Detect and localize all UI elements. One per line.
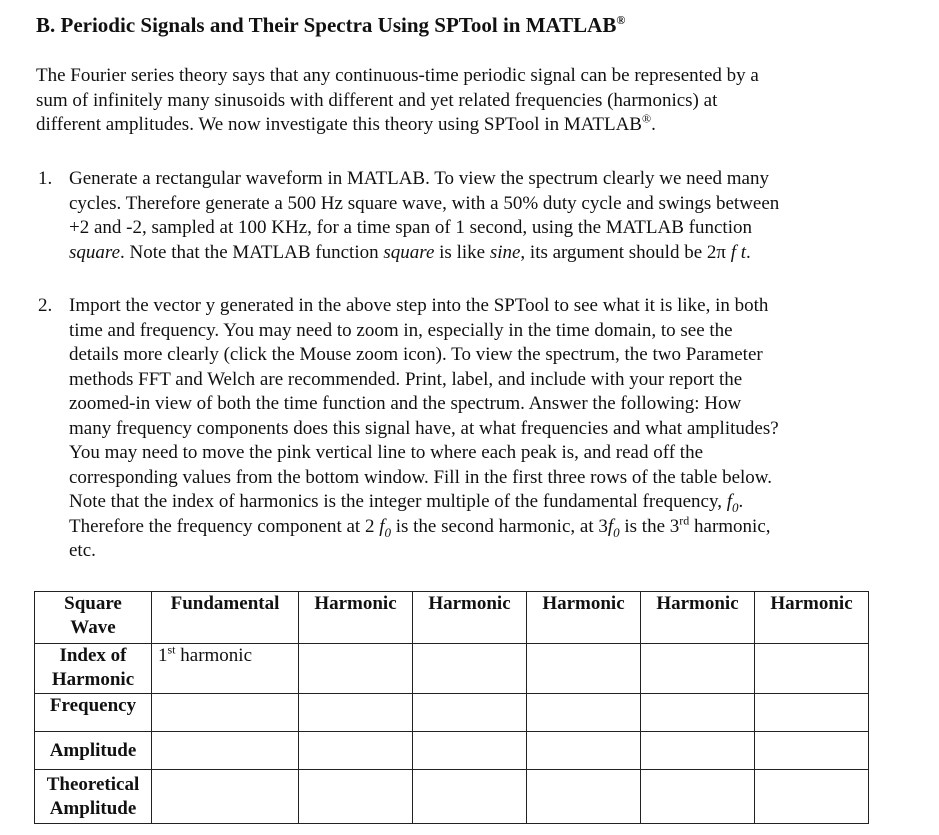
column-header-harmonic: Harmonic	[299, 592, 413, 644]
item-1-line: cycles. Therefore generate a 500 Hz square wave, with a 50% duty cycle and swings between	[69, 192, 780, 214]
table-cell[interactable]	[299, 644, 413, 694]
table-corner-cell: Square Wave	[35, 592, 152, 644]
column-header-harmonic: Harmonic	[755, 592, 869, 644]
row-label-frequency: Frequency	[35, 694, 152, 732]
table-cell[interactable]	[299, 694, 413, 732]
table-cell[interactable]	[527, 770, 641, 824]
table-header-row	[35, 592, 869, 644]
table-row	[35, 694, 869, 732]
item-2-line: Note that the index of harmonics is the integer multiple of the fundamental frequency, $f_0$.	[69, 491, 744, 515]
item-2-line: You may need to move the pink vertical line to where each peak is, and read off the	[69, 442, 704, 463]
item-1-text	[69, 167, 779, 265]
item-2-line: Therefore the frequency component at 2 $f_0$ is the second harmonic, at $3f_0$ is the 3rd harmonic,	[69, 513, 771, 540]
harmonics-table	[34, 591, 869, 824]
table-cell[interactable]	[299, 732, 413, 770]
row-label-index-of-harmonic: Index of Harmonic	[35, 644, 152, 694]
item-2-line: Import the vector y generated in the above step into the SPTool to see what it is like, in both	[69, 295, 769, 316]
table-cell[interactable]	[527, 644, 641, 694]
item-2-number: 2.	[38, 295, 53, 316]
row-label-theoretical-amplitude: Theoretical Amplitude	[35, 770, 152, 824]
table-cell[interactable]	[755, 732, 869, 770]
item-1-line: square. Note that the MATLAB function square is like sine, its argument should be 2π f t.	[69, 241, 751, 263]
table-cell[interactable]	[413, 644, 527, 694]
table-row	[35, 644, 869, 694]
table-cell[interactable]: 1st harmonic	[152, 644, 299, 694]
item-1-line: Generate a rectangular waveform in MATLAB. To view the spectrum clearly we need many	[69, 168, 769, 189]
table-cell[interactable]	[755, 694, 869, 732]
table-cell[interactable]	[641, 732, 755, 770]
column-header-harmonic: Harmonic	[413, 592, 527, 644]
table-cell[interactable]	[527, 694, 641, 732]
table-cell[interactable]	[527, 732, 641, 770]
item-2-text	[69, 294, 779, 564]
table-row	[35, 770, 869, 824]
item-2-line: zoomed-in view of both the time function and the spectrum. Answer the following: How	[69, 393, 742, 414]
intro-line: sum of infinitely many sinusoids with different and yet related frequencies (harmonics) at	[36, 89, 718, 111]
table-cell[interactable]	[413, 732, 527, 770]
intro-line: The Fourier series theory says that any continuous-time periodic signal can be represented by a	[36, 65, 759, 86]
table-cell[interactable]	[755, 770, 869, 824]
table-cell[interactable]	[641, 770, 755, 824]
item-1-line: +2 and -2, sampled at 100 KHz, for a time span of 1 second, using the MATLAB function	[69, 217, 752, 238]
column-header-harmonic: Harmonic	[527, 592, 641, 644]
item-2-line: details more clearly (click the Mouse zoom icon). To view the spectrum, the two Parameter	[69, 344, 763, 365]
item-2-line: time and frequency. You may need to zoom in, especially in the time domain, to see the	[69, 319, 733, 341]
row-label-amplitude: Amplitude	[35, 732, 152, 770]
table-cell[interactable]	[299, 770, 413, 824]
column-header-harmonic: Harmonic	[641, 592, 755, 644]
table-cell[interactable]	[152, 732, 299, 770]
item-2-line: corresponding values from the bottom window. Fill in the first three rows of the table below.	[69, 466, 773, 488]
section-title: B. Periodic Signals and Their Spectra Using SPTool in MATLAB®	[36, 13, 626, 37]
item-2-line: many frequency components does this signal have, at what frequencies and what amplitudes?	[69, 417, 779, 439]
item-2-line: etc.	[69, 540, 96, 561]
table-cell[interactable]	[641, 694, 755, 732]
intro-paragraph	[36, 64, 759, 138]
column-header-fundamental: Fundamental	[152, 592, 299, 644]
table-cell[interactable]	[152, 770, 299, 824]
table-cell[interactable]	[413, 770, 527, 824]
item-1-number: 1.	[38, 168, 53, 189]
table-cell[interactable]	[413, 694, 527, 732]
table-cell[interactable]	[641, 644, 755, 694]
registered-mark: ®	[616, 13, 626, 27]
table-cell[interactable]	[152, 694, 299, 732]
table-cell[interactable]	[755, 644, 869, 694]
intro-line: different amplitudes. We now investigate this theory using SPTool in MATLAB®.	[36, 111, 656, 135]
item-2-line: methods FFT and Welch are recommended. Print, label, and include with your report the	[69, 368, 743, 390]
table-row	[35, 732, 869, 770]
